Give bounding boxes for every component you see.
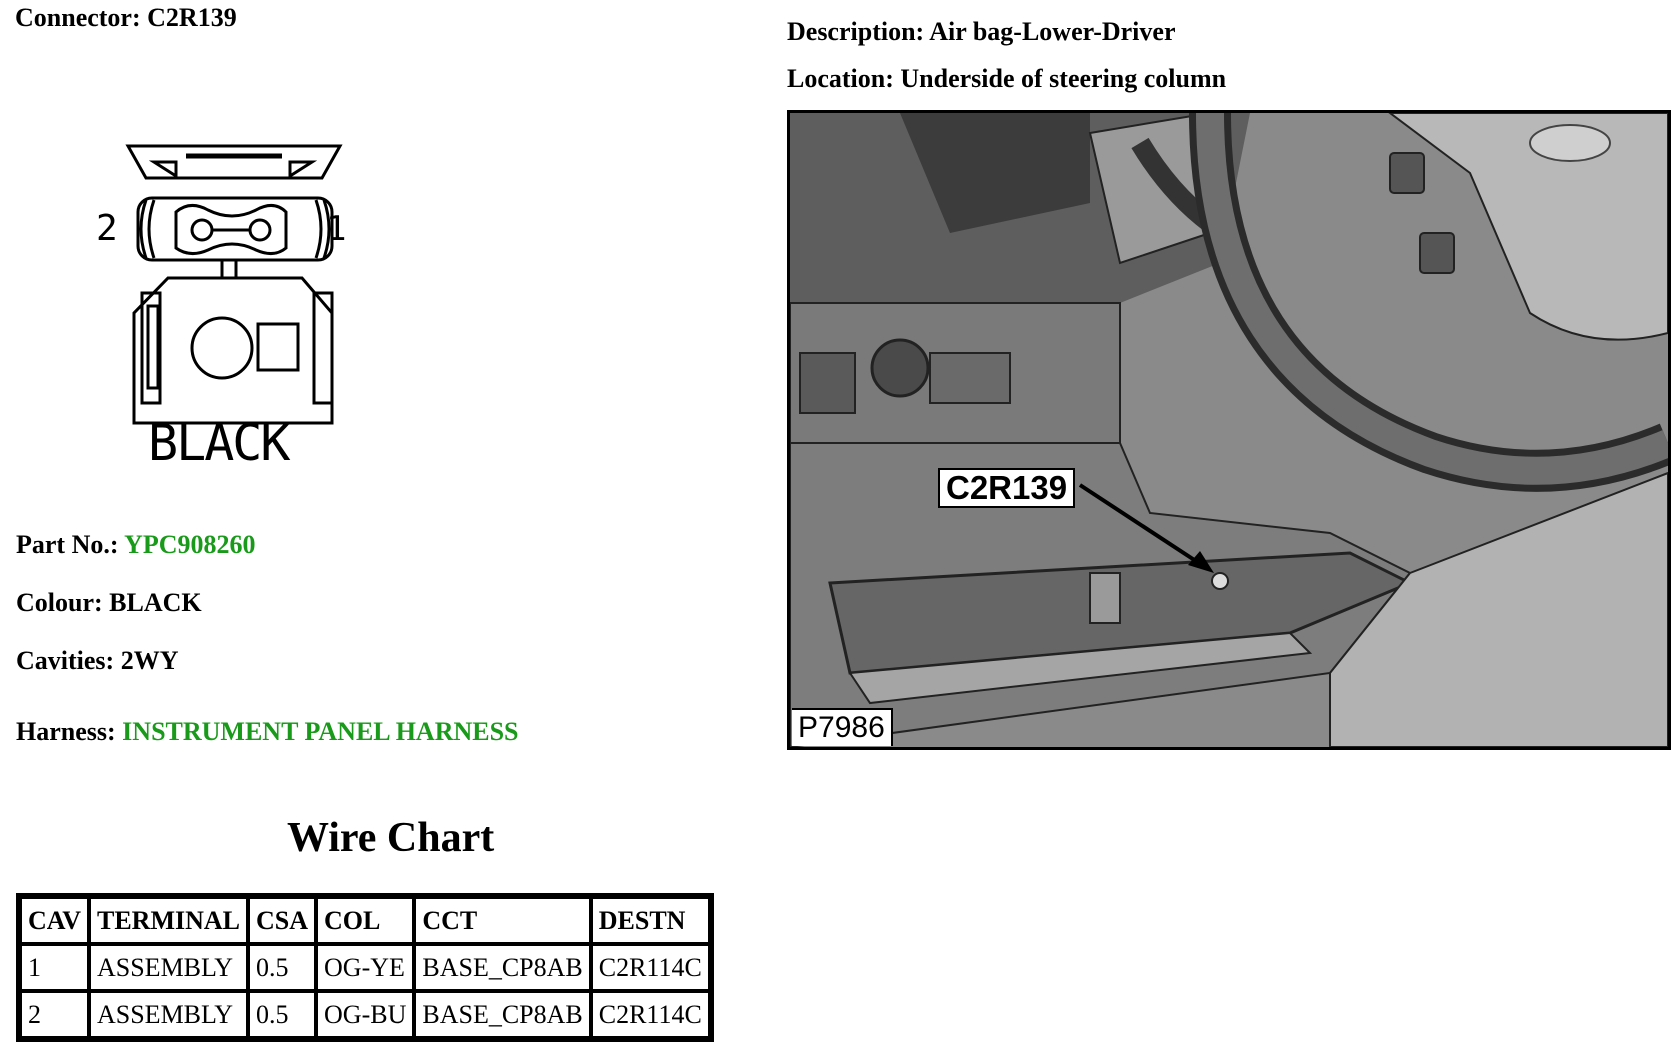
photo-illustration: [790, 113, 1668, 747]
connector-ridge: [316, 200, 321, 258]
connector-ridge: [141, 200, 146, 258]
cell-destn: C2R114C: [591, 944, 710, 991]
diagram-colour-text: BLACK: [148, 414, 289, 468]
location-line: [787, 64, 1226, 94]
table-row: [20, 944, 710, 991]
description-line: [787, 17, 1175, 47]
cell-csa: 0.5: [248, 944, 316, 991]
location-photo: [787, 110, 1671, 750]
terminal-cavity-1: [250, 220, 270, 240]
col-header-cct: CCT: [414, 897, 590, 944]
cell-cav: 2: [20, 991, 89, 1038]
photo-figure-id: P7986: [792, 708, 893, 746]
table-row: [20, 991, 710, 1038]
cell-cct: BASE_CP8AB: [414, 991, 590, 1038]
colour-label: Colour:: [16, 588, 103, 617]
cell-terminal: ASSEMBLY: [89, 991, 248, 1038]
connector-round-feature: [192, 318, 252, 378]
cavities-value: 2WY: [120, 646, 179, 675]
connector-label: Connector:: [15, 3, 141, 32]
pin-number-1: 1: [326, 209, 347, 249]
cavities-line: [16, 646, 178, 676]
connector-key: [222, 260, 236, 278]
wire-chart-table: [16, 893, 714, 1042]
colour-value: BLACK: [109, 588, 202, 617]
connector-value: C2R139: [147, 3, 237, 32]
connector-heading: [15, 3, 237, 33]
cell-cct: BASE_CP8AB: [414, 944, 590, 991]
col-header-col: COL: [316, 897, 414, 944]
part-no-value[interactable]: YPC908260: [124, 530, 256, 559]
connector-latch-left: [154, 162, 176, 176]
col-header-terminal: TERMINAL: [89, 897, 248, 944]
connector-face-diagram: [90, 138, 350, 468]
table-header-row: [20, 897, 710, 944]
col-header-csa: CSA: [248, 897, 316, 944]
cell-terminal: ASSEMBLY: [89, 944, 248, 991]
harness-value[interactable]: INSTRUMENT PANEL HARNESS: [122, 717, 519, 746]
terminal-cavity-2: [192, 220, 212, 240]
colour-line: [16, 588, 202, 618]
location-label: Location:: [787, 64, 894, 93]
cell-destn: C2R114C: [591, 991, 710, 1038]
connector-square-feature: [258, 324, 298, 370]
pin-number-2: 2: [96, 208, 118, 249]
wire-chart-title: Wire Chart: [287, 815, 495, 861]
connector-slot: [148, 306, 158, 388]
cell-cav: 1: [20, 944, 89, 991]
harness-line: [16, 717, 519, 747]
location-value: Underside of steering column: [900, 64, 1227, 93]
connector-ridge: [149, 200, 154, 258]
description-value: Air bag-Lower-Driver: [929, 17, 1176, 46]
col-header-cav: CAV: [20, 897, 89, 944]
part-no-line: [16, 530, 256, 560]
col-header-destn: DESTN: [591, 897, 710, 944]
description-label: Description:: [787, 17, 925, 46]
connector-latch-right: [290, 162, 312, 176]
cavities-label: Cavities:: [16, 646, 115, 675]
harness-label: Harness:: [16, 717, 116, 746]
cell-csa: 0.5: [248, 991, 316, 1038]
connector-lower-body: [134, 278, 332, 423]
cell-col: OG-BU: [316, 991, 414, 1038]
cell-col: OG-YE: [316, 944, 414, 991]
photo-callout-connector: C2R139: [938, 468, 1075, 508]
part-no-label: Part No.:: [16, 530, 119, 559]
